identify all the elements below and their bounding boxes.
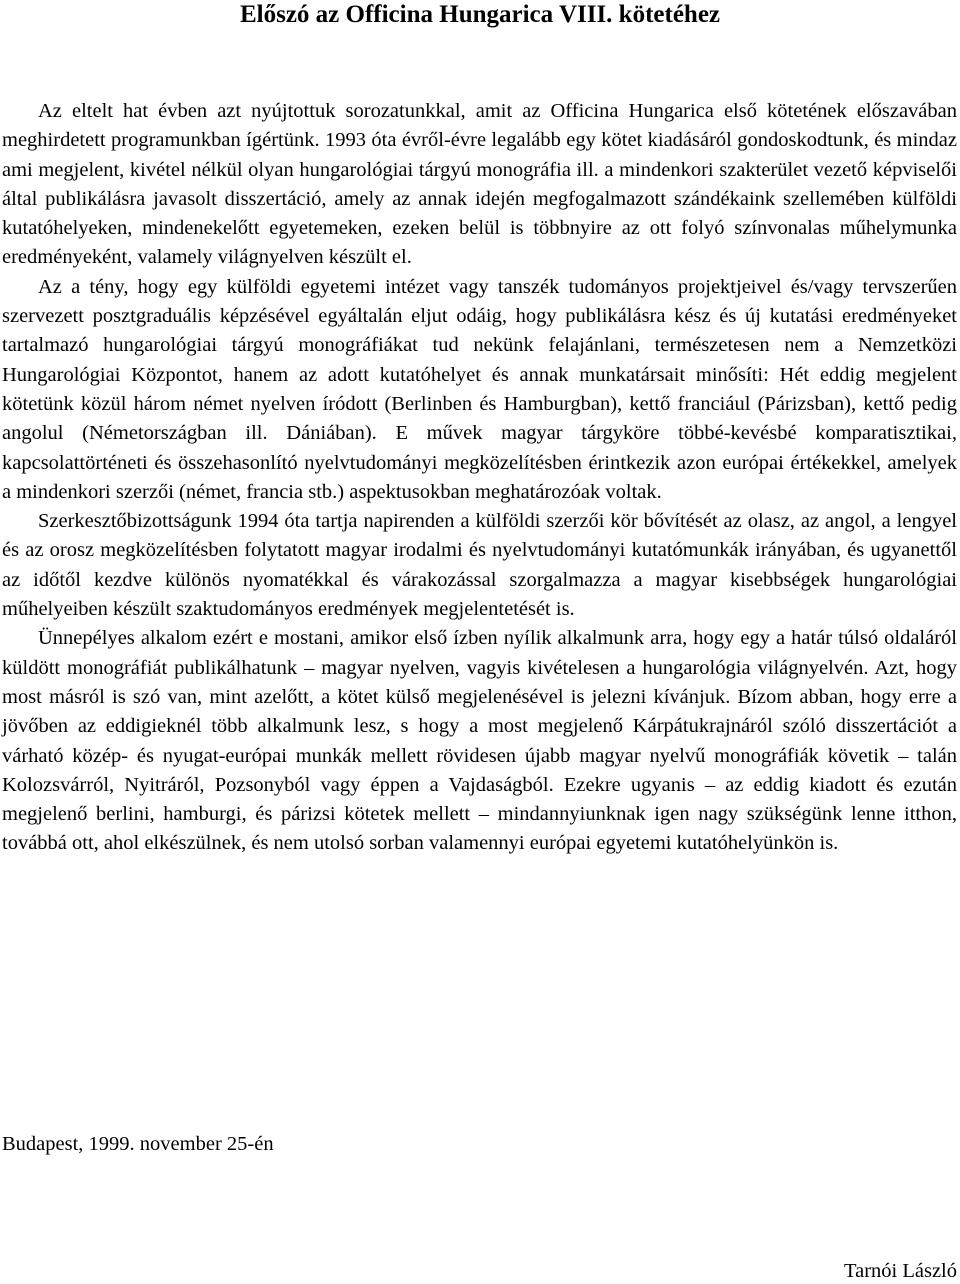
author-signature: Tarnói László bbox=[844, 1260, 957, 1282]
place-date: Budapest, 1999. november 25-én bbox=[2, 1133, 274, 1155]
paragraph-4: Ünnepélyes alkalom ezért e mostani, amikor első ízben nyílik alkalmunk arra, hogy egy a határ túlsó oldaláról küldött monográfiát publikálhatunk – magyar nyelven, vagyis kivételesen a hungarológia világnyelvén. Azt, hogy most másról is szó van, mint azelőtt, a kötet külső megjelenésével is jelezni kívánjuk. Bízom abban, hogy erre a jövőben az eddigieknél több alkalmunk lesz, s hogy a most megjelenő Kárpátukrajnáról szóló disszertációt a várható közép- és nyugat-európai munkák mellett rövidesen újabb magyar nyelvű monográfiák követik – talán Kolozsvárról, Nyitráról, Pozsonyból vagy éppen a Vajdaságból. Ezekre ugyanis – az eddig kiadott és ezután megjelenő berlini, hamburgi, és párizsi kötetek mellett – mindannyiunknak igen nagy szükségünk lenne itthon, továbbá ott, ahol elkészülnek, és nem utolsó sorban valamennyi európai egyetemi kutatóhelyünkön is. bbox=[2, 627, 957, 855]
paragraph-2: Az a tény, hogy egy külföldi egyetemi intézet vagy tanszék tudományos projektjeivel és/vagy tervszerűen szervezett posztgraduális képzésével egyáltalán eljut odáig, hogy publikálásra kész és új kutatási eredményeket tartalmazó hungarológiai tárgyú monográfiákat tud nekünk felajánlani, természetesen nem a Nemzetközi Hungarológiai Központot, hanem az adott kutatóhelyet és annak munkatársait minősíti: Hét eddig megjelent kötetünk közül három német nyelven íródott (Berlinben és Hamburgban), kettő franciául (Párizsban), kettő pedig angolul (Németországban ill. Dániában). E művek magyar tárgyköre többé-kevésbé komparatisztikai, kapcsolattörténeti és összehasonlító nyelvtudományi megközelítésben érintkezik azon európai értékekkel, amelyek a mindenkori szerzői (német, francia stb.) aspektusokban meghatározóak voltak. bbox=[2, 275, 957, 503]
document-title: Előszó az Officina Hungarica VIII. kötetéhez bbox=[239, 1, 721, 28]
document-body bbox=[2, 97, 957, 859]
paragraph-1: Az eltelt hat évben azt nyújtottuk sorozatunkkal, amit az Officina Hungarica első kötetének előszavában meghirdetett programunkban ígértünk. 1993 óta évről-évre legalább egy kötet kiadásáról gondoskodtunk, és mindaz ami megjelent, kivétel nélkül olyan hungarológiai tárgyú monográfia ill. a mindenkori szakterület vezető képviselői által publikálásra javasolt disszertáció, amely az annak idején megfogalmazott szándékaink szellemében külföldi kutatóhelyeken, mindenekelőtt egyetemeken, ezeken belül is többnyire az ott folyó színvonalas műhelymunka eredményeként, valamely világnyelven készült el. bbox=[2, 100, 957, 269]
paragraph-3: Szerkesztőbizottságunk 1994 óta tartja napirenden a külföldi szerzői kör bővítését az olasz, az angol, a lengyel és az orosz megközelítésben folytatott magyar irodalmi és nyelvtudományi kutatómunkák irányában, és ugyanettől az időtől kezdve különös nyomatékkal és várakozással szorgalmazza a magyar kisebbségek hungarológiai műhelyeiben készült szaktudományos eredmények megjelentetését is. bbox=[2, 510, 957, 621]
